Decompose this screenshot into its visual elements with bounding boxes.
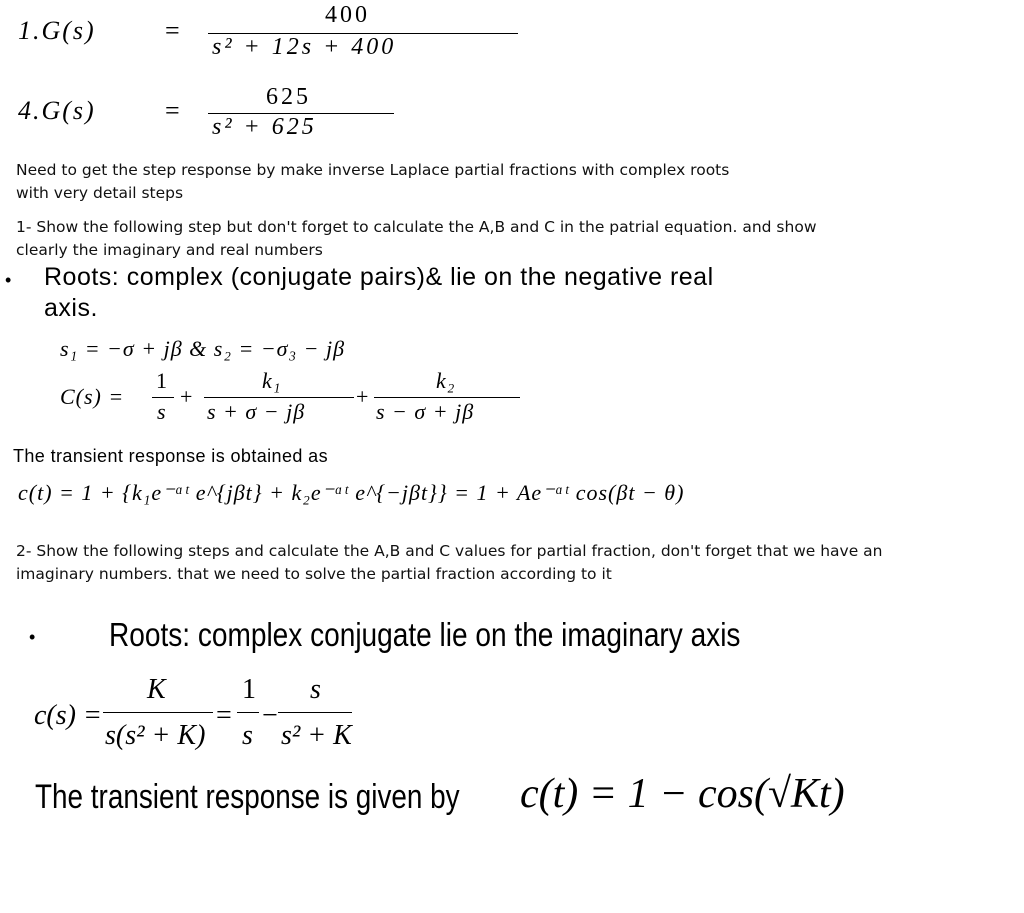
eq1-denominator: s² + 12s + 400 [212, 34, 397, 60]
cs-f1-num: K [147, 674, 166, 705]
cs-minus: − [262, 700, 278, 731]
cs-equals: = [216, 700, 232, 731]
cs-f1-den: s(s² + K) [105, 720, 206, 751]
Cs-term3-den: s − σ + jβ [376, 399, 475, 424]
ct-equation-2: c(t) = 1 − cos(√Kt) [520, 771, 845, 817]
Cs-term3-num: k₂ [436, 368, 456, 393]
transient-text-2: The transient response is given by [35, 778, 460, 816]
cs-f3-den: s² + K [281, 720, 352, 751]
cs-f2-den: s [242, 720, 253, 751]
step2-line-1: 2- Show the following steps and calculate the A,B and C values for partial fraction, don't forget that we have an [16, 542, 883, 560]
cs-f3-bar [278, 712, 352, 713]
cs-f3-num: s [310, 674, 321, 705]
cs-f2-num: 1 [242, 674, 256, 705]
eq4-numerator: 625 [266, 84, 311, 110]
Cs-term1-den: s [157, 399, 167, 424]
eq4-equals: = [165, 96, 180, 125]
section2-bullet: • [29, 627, 36, 647]
Cs-term1-num: 1 [156, 368, 168, 393]
step2-line-2: imaginary numbers. that we need to solve the partial fraction according to it [16, 565, 612, 583]
Cs-term2-den: s + σ − jβ [207, 399, 306, 424]
ct-equation-1: c(t) = 1 + {k₁e⁻ᵅᵗ e^{jβt} + k₂e⁻ᵅᵗ e^{−jβt}} = 1 + Ae⁻ᵅᵗ cos(βt − θ) [18, 480, 685, 505]
instruction-line-2: with very detail steps [16, 184, 184, 202]
eq1-lhs-text: 1.G(s) [18, 16, 96, 45]
Cs-term3-bar [374, 397, 520, 398]
step1-line-2: clearly the imaginary and real numbers [16, 241, 323, 259]
eq1-numerator: 400 [325, 2, 370, 28]
Cs-plus-1: + [180, 384, 194, 409]
Cs-term1-bar [152, 397, 174, 398]
Cs-lhs: C(s) = [60, 384, 125, 409]
eq4-lhs: 4.G(s) [18, 96, 96, 125]
eq1-equals: = [165, 16, 180, 45]
Cs-term2-bar [204, 397, 354, 398]
section2-heading: Roots: complex conjugate lie on the imaginary axis [109, 616, 741, 653]
transient-label-1: The transient response is obtained as [13, 446, 328, 466]
section1-heading-line-1: Roots: complex (conjugate pairs)& lie on the negative real [44, 263, 714, 291]
section1-heading-line-2: axis. [44, 294, 98, 322]
step1-line-1: 1- Show the following step but don't forget to calculate the A,B and C in the patrial equation. and show [16, 218, 817, 236]
equation-1 [0, 0, 540, 70]
equation-4 [0, 80, 420, 150]
Cs-term2-num: k₁ [262, 368, 282, 393]
instruction-line-1: Need to get the step response by make inverse Laplace partial fractions with complex roots [16, 161, 730, 179]
section1-bullet: • [5, 270, 12, 290]
cs-f1-bar [103, 712, 213, 713]
eq1-lhs [18, 16, 96, 46]
cs-lhs: c(s) = [34, 700, 102, 731]
Cs-plus-2: + [356, 384, 370, 409]
cs-f2-bar [237, 712, 259, 713]
eq4-denominator: s² + 625 [212, 114, 317, 140]
roots-equation: s₁ = −σ + jβ & s₂ = −σ₃ − jβ [60, 336, 346, 361]
